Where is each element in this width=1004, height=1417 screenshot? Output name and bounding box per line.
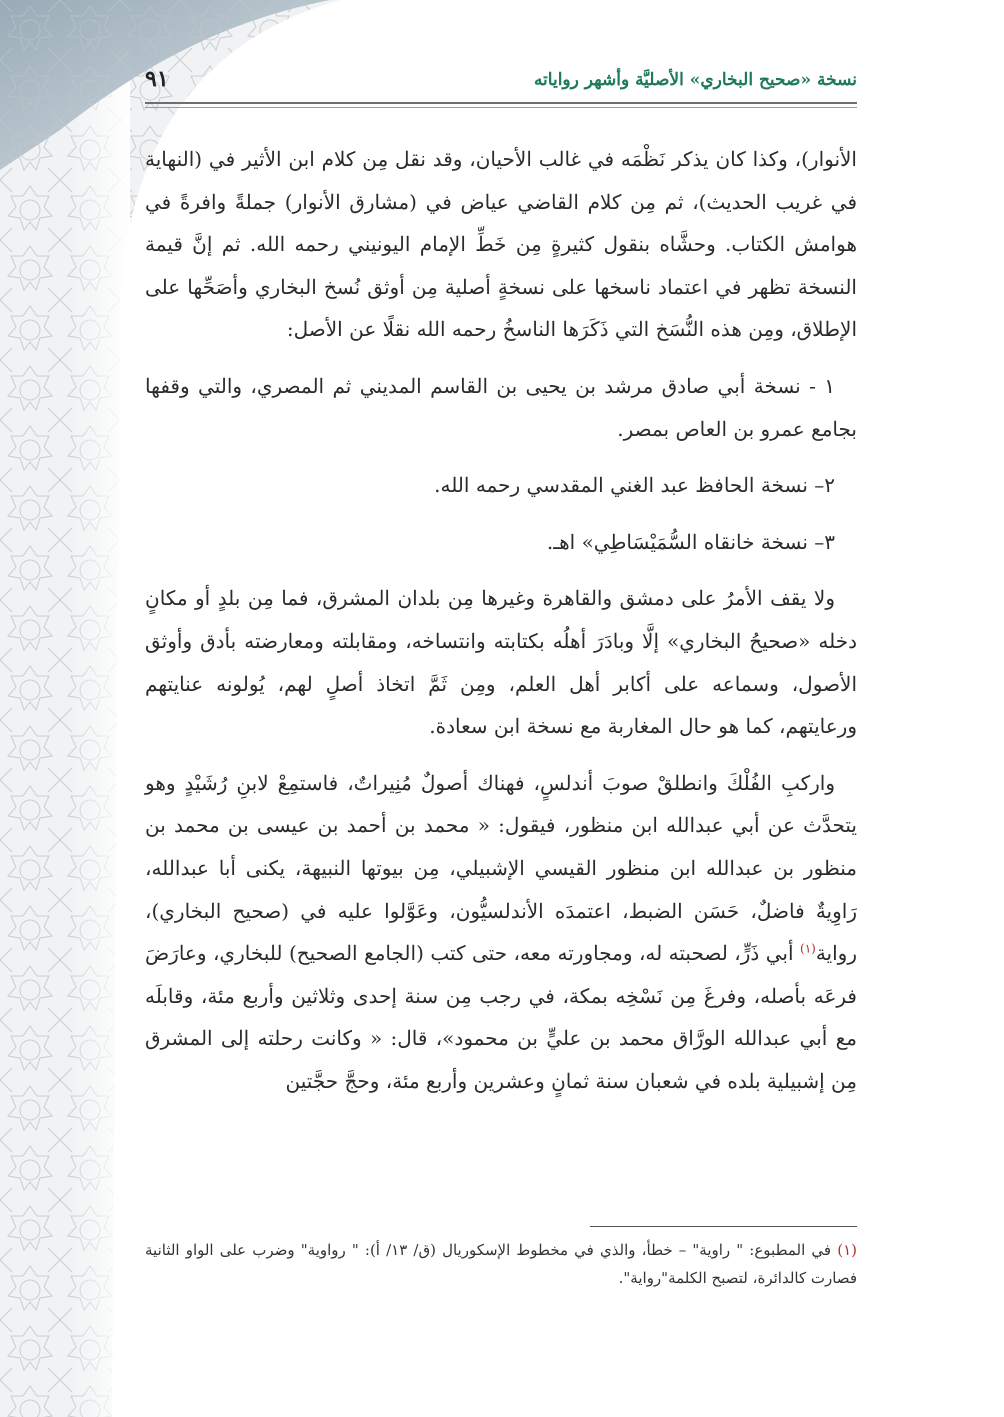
list-item-2: ٢– نسخة الحافظ عبد الغني المقدسي رحمه الله. [434, 473, 835, 498]
main-text [145, 138, 857, 1102]
footnote-1 [145, 1236, 857, 1292]
page-header [145, 62, 857, 106]
paragraph-2: ولا يقف الأمرُ على دمشق والقاهرة وغيرها مِن بلدان المشرق، فما مِن بلدٍ أو مكانٍ دخله «صحيحُ البخاري» إلَّا وبادَرَ أهلُه بكتابته وانتساخه، ومقابلته ومعارضته بأدق وأوثق الأصول، وسماعه على أكابر أهل العلم، ومِن ثَمَّ اتخاذ أصلٍ لهم، يُولونه عنايتهم ورعايتهم، كما هو حال المغاربة مع نسخة ابن سعادة. [145, 586, 857, 739]
list-item-1: ١ - نسخة أبي صادق مرشد بن يحيى بن القاسم المديني ثم المصري، والتي وقفها بجامع عمرو بن العاص بمصر. [145, 373, 857, 441]
footnote-reference[interactable]: (١) [800, 941, 816, 956]
paragraph-1: الأنوار)، وكذا كان يذكر نَظْمَه في غالب الأحيان، وقد نقل مِن كلام ابن الأثير في (النهاية في غريب الحديث)، ثم مِن كلام القاضي عياض في (مشارق الأنوار) جملةً وافرةً في هوامش الكتاب. وحشَّاه بنقول كثيرةٍ مِن خَطِّ الإمام اليونيني رحمه الله. ثم إنَّ قيمة النسخة تظهر في اعتماد ناسخها على نسخةٍ أصلية مِن أوثق نُسخ البخاري وأصَحِّها على الإطلاق، ومِن هذه النُّسَخ التي ذَكَرَها الناسخُ رحمه الله نقلًا عن الأصل: [145, 147, 858, 342]
footnote-text: في المطبوع: " راوية" – خطأ، والذي في مخطوط الإسكوريال (ق/ ١٣/ أ): " رواوية" وضرب على الواو الثانية فصارت كالدائرة، لتصبح الكلمة"رواية". [145, 1241, 857, 1287]
paragraph-3 [145, 762, 857, 1103]
page-number: ٩١ [145, 66, 169, 92]
list-item-3: ٣– نسخة خانقاه السُّمَيْسَاطِي» اهـ. [546, 529, 835, 554]
header-rule-thin [145, 107, 857, 108]
running-title: نسخة «صحيح البخاري» الأصليَّة وأشهر رواياته [533, 70, 857, 90]
footnote-separator [590, 1226, 857, 1227]
paragraph-3-part-2: أبي ذَرٍّ، لصحبته له، ومجاورته معه، حتى كتب (الجامع الصحيح) للبخاري، وعارَضَ فرعَه بأصله، وفرغَ مِن نَسْخِه بمكة، في رجب مِن سنة إحدى وثلاثين وأربع مئة، وقابلَه مع أبي عبدالله الورَّاق محمد بن عليٍّ بن محمود»، قال: « وكانت رحلته إلى المشرق مِن إشبيلية بلده في شعبان سنة ثمانٍ وعشرين وأربع مئة، وحجَّ حجَّتين [145, 941, 857, 1093]
footnotes [145, 1236, 857, 1292]
header-rule [145, 102, 857, 104]
footnote-marker: (١) [837, 1241, 857, 1259]
paragraph-3-part-1: واركبِ الفُلْكَ وانطلقْ صوبَ أندلسٍ، فهناك أصولٌ مُنِيراتٌ، فاستمِعْ لابنِ رُشَيْدٍ وهو يتحدَّث عن أبي عبدالله ابن منظور، فيقول: « محمد بن أحمد بن عيسى بن محمد بن منظور بن عبدالله ابن منظور القيسي الإشبيلي، مِن بيوتها النبيهة، يكنى أبا عبدالله، رَاوِيةٌ فاضلٌ، حَسَن الضبط، اعتمدَه الأندلسيُّون، وعَوَّلوا عليه في (صحيح البخاري)، رواية [145, 770, 857, 966]
